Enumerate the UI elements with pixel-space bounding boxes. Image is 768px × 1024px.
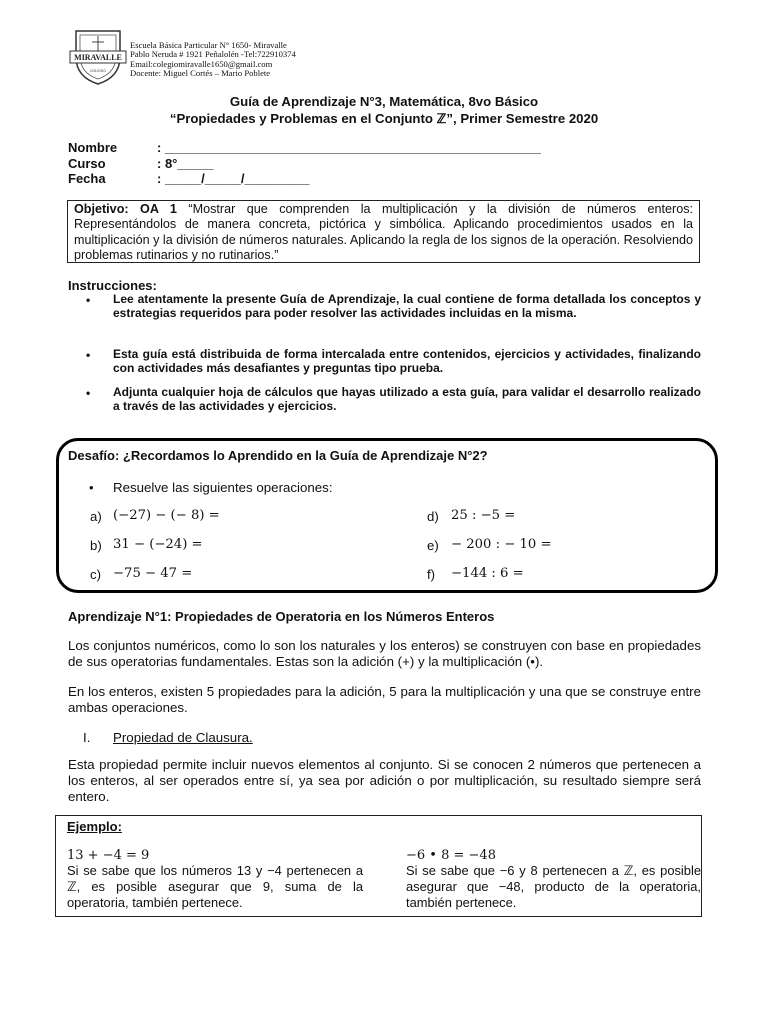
- date-label: Fecha: [68, 171, 106, 186]
- op-e-expr: − 200 : − 10 =: [451, 537, 552, 552]
- op-b-expr: 31 − (−24) =: [113, 537, 203, 552]
- op-c-label: c): [90, 567, 101, 582]
- learning-title: Aprendizaje N°1: Propiedades de Operatoria en los Números Enteros: [68, 609, 495, 624]
- op-f-expr: −144 : 6 =: [451, 566, 524, 581]
- example-title: Ejemplo:: [67, 819, 122, 834]
- bullet-icon: •: [86, 348, 91, 362]
- guide-title: Guía de Aprendizaje N°3, Matemática, 8vo Básico: [229, 94, 539, 109]
- name-label: Nombre: [68, 140, 118, 155]
- example-left-expr: 13 + −4 = 9: [67, 848, 150, 863]
- example-right-text: Si se sabe que −6 y 8 pertenecen a ℤ, es posible asegurar que −48, producto de la operatoria, también pertenece.: [406, 863, 701, 910]
- op-a-label: a): [90, 509, 102, 524]
- section-number: I.: [83, 730, 91, 745]
- logo-subtext: COLEGIO: [90, 69, 106, 73]
- guide-subtitle: “Propiedades y Problemas en el Conjunto ℤ”, Primer Semestre 2020: [169, 111, 599, 126]
- bullet-icon: •: [86, 293, 91, 307]
- logo-text: MIRAVALLE: [74, 53, 122, 62]
- course-label: Curso: [68, 156, 106, 171]
- op-c-expr: −75 − 47 =: [113, 566, 193, 581]
- course-field[interactable]: : 8°_____: [157, 156, 214, 171]
- school-logo: [68, 27, 128, 87]
- school-address: Pablo Neruda # 1921 Peñalolén -Tel:722910374: [130, 49, 296, 60]
- paragraph-properties: En los enteros, existen 5 propiedades para la adición, 5 para la multiplicación y una que se construye entre ambas operaciones.: [68, 684, 701, 716]
- objective-text: “Mostrar que comprenden la multiplicación y la división de números enteros: Representándolos de manera concreta, pictórica y simbólica. Aplicando procedimientos usados en la multiplicación y la división de números naturales. Aplicando la regla de los signos de la operación. Resolviendo problemas rutinarios y no rutinarios.”: [74, 202, 694, 262]
- example-right-expr: −6 • 8 = −48: [406, 848, 496, 863]
- school-email: Email:colegiomiravalle1650@gmail.com: [130, 58, 273, 69]
- op-b-label: b): [90, 538, 102, 553]
- paragraph-sets: Los conjuntos numéricos, como lo son los naturales y los enteros) se construyen con base en propiedades de sus operatorias fundamentales. Estas son la adición (+) y la multiplicación (•).: [68, 638, 701, 670]
- op-e-label: e): [427, 538, 439, 553]
- section-title: Propiedad de Clausura.: [113, 730, 253, 745]
- objective-label: Objetivo: OA 1: [74, 202, 177, 216]
- school-info: [130, 41, 296, 79]
- instruction-item: Lee atentamente la presente Guía de Aprendizaje, la cual contiene de forma detallada los conceptos y estrategias requeridos para poder resolver las actividades incluidas en la misma.: [113, 292, 701, 320]
- bullet-icon: •: [86, 386, 91, 400]
- objective-box: [67, 200, 700, 263]
- date-field[interactable]: : _____/_____/_________: [157, 171, 310, 186]
- instruction-item: Esta guía está distribuida de forma intercalada entre contenidos, ejercicios y actividades, finalizando con actividades más desafiantes y preguntas tipo prueba.: [113, 347, 701, 375]
- example-left-text: Si se sabe que los números 13 y −4 pertenecen a ℤ, es posible asegurar que 9, suma de la operatoria, también pertenece.: [67, 863, 363, 910]
- school-name: Escuela Básica Particular N° 1650- Miravalle: [130, 40, 287, 50]
- op-d-expr: 25 : −5 =: [451, 508, 516, 523]
- op-a-expr: (−27) − (− 8) =: [113, 508, 220, 523]
- name-field[interactable]: : ____________________________________________________: [157, 140, 541, 155]
- paragraph-closure: Esta propiedad permite incluir nuevos elementos al conjunto. Si se conocen 2 números que pertenecen a los enteros, al ser operados entre sí, ya sea por adición o por multiplicación, su resultado siempre será entero.: [68, 757, 701, 805]
- challenge-title: Desafío: ¿Recordamos lo Aprendido en la Guía de Aprendizaje N°2?: [68, 448, 488, 463]
- bullet-icon: •: [89, 480, 94, 495]
- instruction-item: Adjunta cualquier hoja de cálculos que hayas utilizado a esta guía, para validar el desarrollo realizado a través de las actividades y ejercicios.: [113, 385, 701, 413]
- challenge-prompt: Resuelve las siguientes operaciones:: [113, 480, 333, 495]
- op-d-label: d): [427, 509, 439, 524]
- op-f-label: f): [427, 567, 436, 582]
- school-teachers: Docente: Miguel Cortés – Mario Poblete: [130, 68, 271, 79]
- instructions-title: Instrucciones:: [68, 278, 157, 293]
